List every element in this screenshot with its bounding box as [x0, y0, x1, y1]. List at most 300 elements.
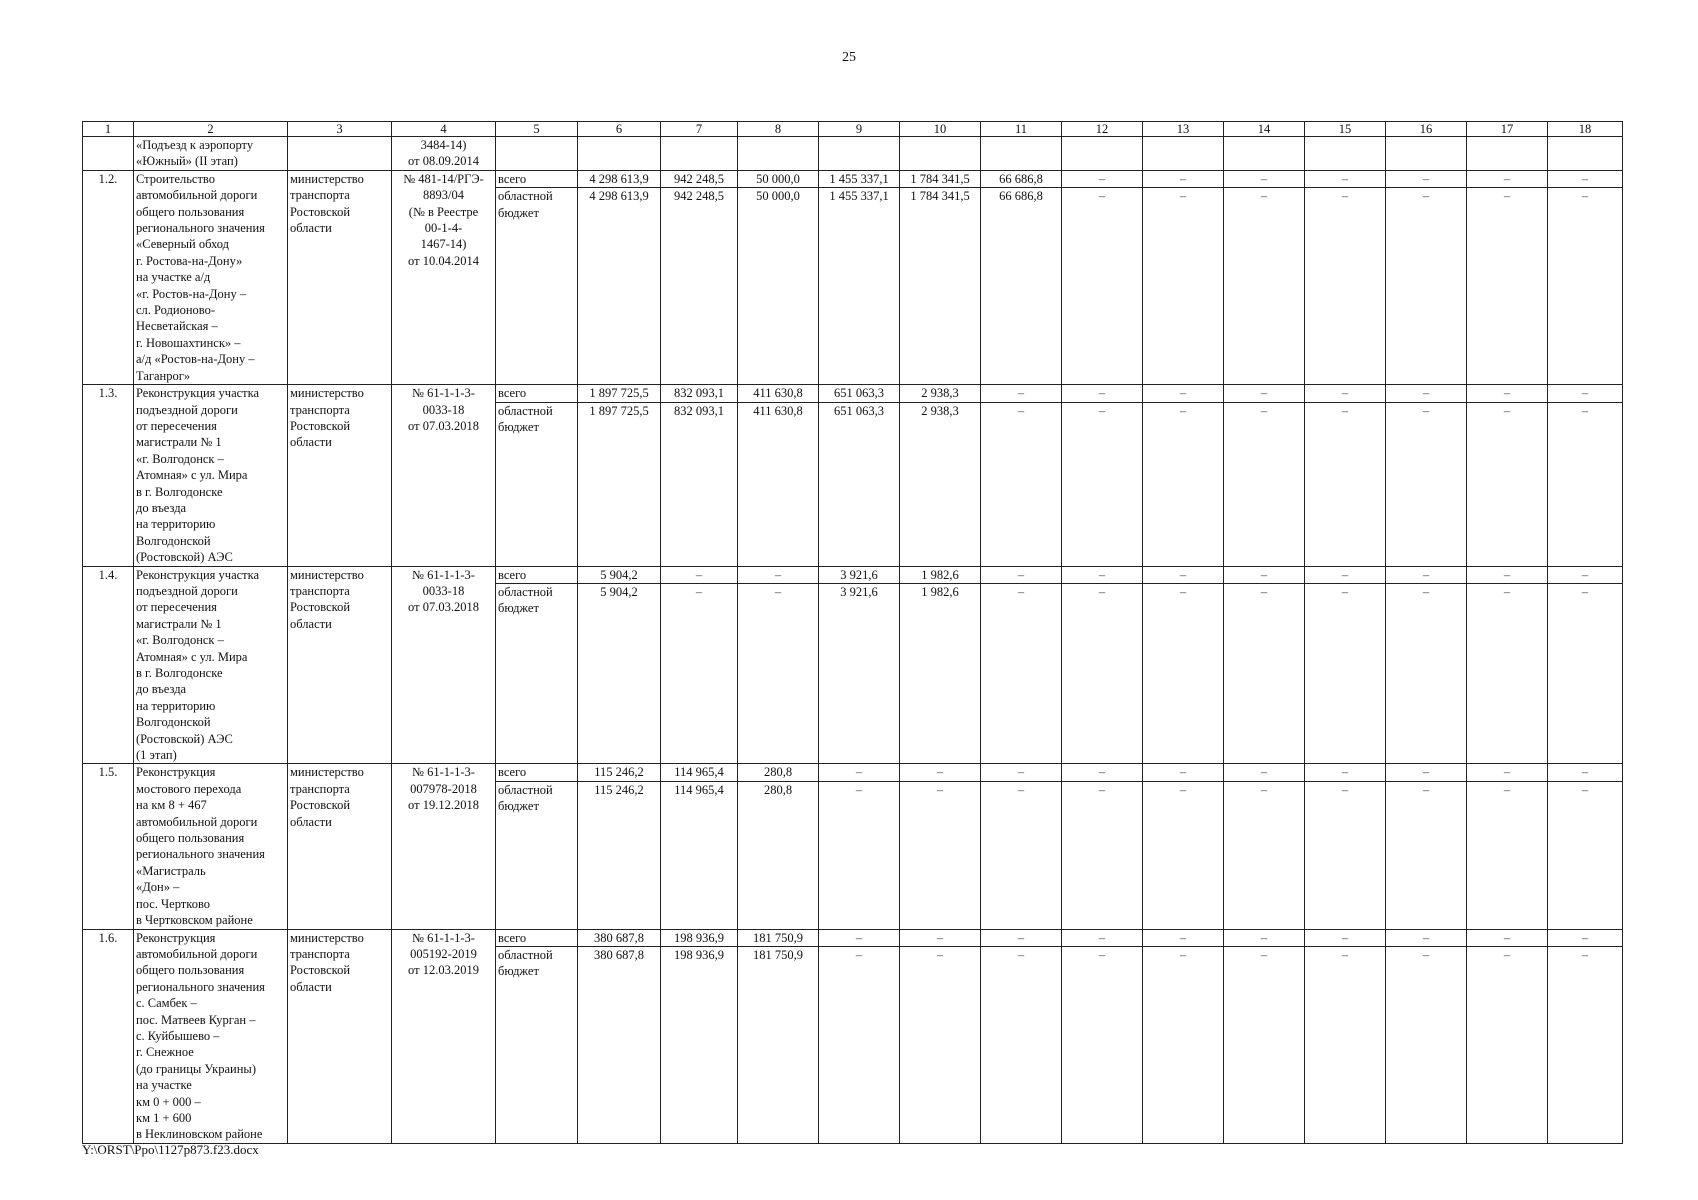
object-name-cell-line: Несветайская –: [136, 319, 218, 334]
object-name-cell-line: «Магистраль: [136, 863, 206, 878]
value-cell: –: [1386, 929, 1467, 946]
object-name-cell-line: регионального значения: [136, 847, 265, 862]
object-name-cell-line: Строительство: [136, 171, 216, 186]
value-cell: –: [1305, 566, 1386, 583]
column-header: 14: [1224, 122, 1305, 137]
object-name-cell: [134, 170, 288, 384]
column-header: 12: [1062, 122, 1143, 137]
document-cell-line: 007978-2018: [410, 781, 477, 796]
value-cell: –: [1143, 385, 1224, 402]
funding-source-cell: [496, 170, 578, 187]
value-cell: 651 063,3: [819, 402, 900, 566]
column-header: 13: [1143, 122, 1224, 137]
funding-source-cell: [496, 402, 578, 566]
value-cell: [578, 137, 661, 171]
object-name-cell-line: от пересечения: [136, 418, 217, 433]
executor-cell-line: транспорта: [290, 402, 350, 417]
value-cell: [1548, 137, 1623, 171]
column-header: 15: [1305, 122, 1386, 137]
value-cell: 942 248,5: [661, 170, 738, 187]
value-cell: –: [1548, 946, 1623, 1143]
value-cell: 280,8: [738, 764, 819, 781]
executor-cell-line: транспорта: [290, 188, 350, 203]
value-cell: –: [900, 781, 981, 929]
value-cell: –: [1062, 566, 1143, 583]
value-cell: [1224, 137, 1305, 171]
table-row: [83, 170, 1623, 187]
value-cell: –: [1305, 946, 1386, 1143]
value-cell: –: [1143, 170, 1224, 187]
value-cell: 50 000,0: [738, 188, 819, 385]
row-number-cell: 1.2.: [83, 170, 134, 384]
value-cell: –: [1548, 385, 1623, 402]
value-cell: –: [1386, 402, 1467, 566]
continuation-row: [83, 137, 1623, 171]
funding-source-cell-line: областной: [498, 584, 553, 599]
object-name-cell-line: автомобильной дороги: [136, 188, 258, 203]
value-cell: –: [738, 583, 819, 763]
value-cell: 1 784 341,5: [900, 170, 981, 187]
value-cell: –: [900, 929, 981, 946]
value-cell: –: [1143, 764, 1224, 781]
value-cell: –: [1224, 170, 1305, 187]
object-name-cell: [134, 566, 288, 764]
document-cell-line: 3484-14): [420, 138, 467, 152]
object-name-cell-line: в Неклиновском районе: [136, 1127, 263, 1142]
value-cell: 114 965,4: [661, 781, 738, 929]
funding-source-cell: [496, 929, 578, 946]
value-cell: –: [1062, 583, 1143, 763]
value-cell: –: [1305, 170, 1386, 187]
value-cell: 942 248,5: [661, 188, 738, 385]
document-cell: [392, 566, 496, 764]
table-row: [83, 929, 1623, 946]
object-name-cell-line: в Чертковском районе: [136, 913, 253, 928]
value-cell: 66 686,8: [981, 188, 1062, 385]
value-cell: –: [1143, 929, 1224, 946]
object-name-cell-line: Атомная» с ул. Мира: [136, 468, 248, 483]
object-name-cell-line: «г. Волгодонск –: [136, 451, 224, 466]
value-cell: –: [1224, 929, 1305, 946]
value-cell: –: [1386, 566, 1467, 583]
value-cell: –: [1467, 385, 1548, 402]
value-cell: –: [1467, 764, 1548, 781]
document-cell-line: от 07.03.2018: [408, 418, 479, 433]
value-cell: 114 965,4: [661, 764, 738, 781]
value-cell: –: [1062, 946, 1143, 1143]
value-cell: –: [1062, 170, 1143, 187]
object-name-cell-line: км 0 + 000 –: [136, 1094, 201, 1109]
value-cell: 1 982,6: [900, 583, 981, 763]
object-name-cell-line: «г. Волгодонск –: [136, 633, 224, 648]
column-header: 8: [738, 122, 819, 137]
document-cell-line: от 10.04.2014: [408, 253, 479, 268]
object-name-cell: [134, 929, 288, 1143]
value-cell: –: [1467, 781, 1548, 929]
document-cell: [392, 137, 496, 171]
value-cell: –: [1467, 188, 1548, 385]
object-name-cell-line: общего пользования: [136, 831, 245, 846]
value-cell: –: [1467, 929, 1548, 946]
funding-source-cell: [496, 566, 578, 583]
funding-source-cell-line: бюджет: [498, 964, 539, 979]
document-cell-line: 00-1-4-: [424, 221, 463, 236]
budget-table-container: [82, 121, 1622, 1144]
value-cell: –: [1062, 188, 1143, 385]
object-name-cell-line: на участке: [136, 1078, 192, 1093]
object-name-cell-line: регионального значения: [136, 221, 265, 236]
value-cell: –: [1386, 188, 1467, 385]
funding-source-cell-line: всего: [498, 930, 527, 945]
value-cell: 651 063,3: [819, 385, 900, 402]
value-cell: 198 936,9: [661, 929, 738, 946]
object-name-cell-line: «Подъезд к аэропорту: [136, 138, 254, 152]
object-name-cell-line: до въезда: [136, 682, 187, 697]
page-number: 25: [842, 50, 856, 65]
object-name-cell-line: с. Куйбышево –: [136, 1028, 220, 1043]
document-cell: [392, 170, 496, 384]
executor-cell-line: транспорта: [290, 583, 350, 598]
object-name-cell-line: Волгодонской: [136, 715, 211, 730]
value-cell: –: [1386, 781, 1467, 929]
executor-cell: [288, 385, 392, 566]
object-name-cell-line: регионального значения: [136, 979, 265, 994]
document-cell-line: 1467-14): [420, 237, 467, 252]
funding-source-cell-line: бюджет: [498, 205, 539, 220]
column-header-row: [83, 122, 1623, 137]
value-cell: –: [981, 764, 1062, 781]
value-cell: [1467, 137, 1548, 171]
object-name-cell-line: Таганрог»: [136, 368, 191, 383]
column-header: 5: [496, 122, 578, 137]
object-name-cell-line: в г. Волгодонске: [136, 666, 223, 680]
funding-source-cell-line: всего: [498, 386, 527, 401]
object-name-cell: [134, 137, 288, 171]
object-name-cell-line: подъездной дороги: [136, 583, 238, 598]
row-number-cell: [83, 137, 134, 171]
document-cell-line: № 61-1-1-3-: [412, 386, 475, 401]
value-cell: –: [1305, 583, 1386, 763]
value-cell: –: [1224, 781, 1305, 929]
value-cell: –: [1467, 170, 1548, 187]
value-cell: 832 093,1: [661, 385, 738, 402]
value-cell: [1062, 137, 1143, 171]
value-cell: –: [1467, 583, 1548, 763]
value-cell: –: [1224, 946, 1305, 1143]
value-cell: –: [1062, 402, 1143, 566]
value-cell: –: [981, 946, 1062, 1143]
value-cell: 1 455 337,1: [819, 170, 900, 187]
executor-cell: [288, 764, 392, 929]
value-cell: 115 246,2: [578, 781, 661, 929]
document-cell-line: от 19.12.2018: [408, 798, 479, 813]
funding-source-cell: [496, 385, 578, 402]
table-body: [83, 122, 1623, 1144]
document-cell-line: 005192-2019: [410, 946, 477, 961]
funding-source-cell-line: областной: [498, 782, 553, 797]
column-header: 2: [134, 122, 288, 137]
funding-source-cell-line: бюджет: [498, 419, 539, 434]
column-header: 11: [981, 122, 1062, 137]
value-cell: –: [1386, 583, 1467, 763]
value-cell: –: [1548, 170, 1623, 187]
value-cell: 5 904,2: [578, 583, 661, 763]
object-name-cell-line: общего пользования: [136, 963, 245, 978]
funding-source-cell-line: областной: [498, 189, 553, 204]
executor-cell-line: Ростовской: [290, 204, 351, 219]
executor-cell-line: транспорта: [290, 946, 350, 961]
executor-cell-line: министерство: [290, 171, 364, 186]
executor-cell-line: Ростовской: [290, 600, 351, 615]
value-cell: 3 921,6: [819, 566, 900, 583]
column-header: 16: [1386, 122, 1467, 137]
value-cell: –: [1305, 764, 1386, 781]
value-cell: –: [1386, 170, 1467, 187]
object-name-cell-line: магистрали № 1: [136, 435, 222, 450]
value-cell: 4 298 613,9: [578, 188, 661, 385]
value-cell: –: [1224, 566, 1305, 583]
table-row: [83, 764, 1623, 781]
value-cell: [1305, 137, 1386, 171]
value-cell: 3 921,6: [819, 583, 900, 763]
column-header: 10: [900, 122, 981, 137]
value-cell: 380 687,8: [578, 929, 661, 946]
value-cell: 181 750,9: [738, 929, 819, 946]
column-header: 3: [288, 122, 392, 137]
object-name-cell-line: «Южный» (II этап): [136, 154, 238, 169]
value-cell: 1 982,6: [900, 566, 981, 583]
object-name-cell: [134, 385, 288, 566]
document-cell-line: 0033-18: [422, 583, 465, 598]
object-name-cell-line: на территорию: [136, 698, 216, 713]
object-name-cell-line: Реконструкция: [136, 930, 216, 945]
value-cell: [661, 137, 738, 171]
value-cell: –: [981, 781, 1062, 929]
value-cell: –: [1224, 385, 1305, 402]
object-name-cell-line: автомобильной дороги: [136, 814, 258, 829]
funding-source-cell-line: бюджет: [498, 799, 539, 814]
table-row: [83, 385, 1623, 402]
object-name-cell-line: на км 8 + 467: [136, 798, 207, 813]
document-cell-line: № 61-1-1-3-: [412, 567, 475, 582]
funding-source-cell-line: бюджет: [498, 601, 539, 616]
funding-source-cell-line: областной: [498, 403, 553, 418]
value-cell: –: [981, 385, 1062, 402]
column-header: 9: [819, 122, 900, 137]
row-number-cell: 1.6.: [83, 929, 134, 1143]
value-cell: –: [1062, 764, 1143, 781]
executor-cell-line: министерство: [290, 765, 364, 780]
executor-cell-line: области: [290, 814, 332, 829]
value-cell: 5 904,2: [578, 566, 661, 583]
object-name-cell-line: в г. Волгодонске: [136, 484, 223, 499]
object-name-cell-line: «Дон» –: [136, 880, 180, 895]
value-cell: –: [981, 929, 1062, 946]
value-cell: –: [1143, 781, 1224, 929]
object-name-cell-line: автомобильной дороги: [136, 946, 258, 961]
value-cell: –: [1548, 929, 1623, 946]
value-cell: –: [1062, 929, 1143, 946]
funding-source-cell: [496, 946, 578, 1143]
value-cell: –: [981, 566, 1062, 583]
value-cell: –: [1224, 764, 1305, 781]
value-cell: 2 938,3: [900, 385, 981, 402]
value-cell: –: [819, 946, 900, 1143]
object-name-cell-line: «г. Ростов-на-Дону –: [136, 286, 247, 301]
value-cell: –: [1548, 583, 1623, 763]
executor-cell: [288, 929, 392, 1143]
document-cell: [392, 929, 496, 1143]
executor-cell: [288, 566, 392, 764]
value-cell: 1 897 725,5: [578, 385, 661, 402]
value-cell: –: [981, 402, 1062, 566]
funding-source-cell-line: всего: [498, 567, 527, 582]
value-cell: –: [1467, 402, 1548, 566]
footer-file-path: Y:\ORST\Ppo\1127p873.f23.docx: [82, 1142, 259, 1157]
executor-cell-line: министерство: [290, 567, 364, 582]
document-cell-line: от 08.09.2014: [408, 154, 479, 169]
document-cell-line: 8893/04: [423, 188, 464, 203]
object-name-cell-line: км 1 + 600: [136, 1110, 192, 1125]
table-row: [83, 566, 1623, 583]
row-number-cell: 1.5.: [83, 764, 134, 929]
object-name-cell-line: Волгодонской: [136, 533, 211, 548]
object-name-cell-line: Реконструкция: [136, 765, 216, 780]
value-cell: –: [900, 764, 981, 781]
value-cell: 1 455 337,1: [819, 188, 900, 385]
object-name-cell-line: а/д «Ростов-на-Дону –: [136, 352, 255, 367]
value-cell: [738, 137, 819, 171]
value-cell: [1386, 137, 1467, 171]
value-cell: –: [1548, 188, 1623, 385]
value-cell: [819, 137, 900, 171]
value-cell: –: [1386, 385, 1467, 402]
value-cell: –: [1305, 188, 1386, 385]
column-header: 18: [1548, 122, 1623, 137]
executor-cell-line: области: [290, 616, 332, 631]
object-name-cell-line: мостового перехода: [136, 781, 242, 796]
value-cell: –: [1062, 385, 1143, 402]
funding-source-cell-line: всего: [498, 171, 527, 186]
executor-cell-line: Ростовской: [290, 418, 351, 433]
object-name-cell-line: (Ростовской) АЭС: [136, 550, 233, 565]
value-cell: –: [1548, 566, 1623, 583]
document-cell: [392, 764, 496, 929]
value-cell: –: [1143, 946, 1224, 1143]
value-cell: 66 686,8: [981, 170, 1062, 187]
object-name-cell-line: «Северный обход: [136, 237, 229, 252]
document-cell-line: от 12.03.2019: [408, 963, 479, 978]
object-name-cell-line: на территорию: [136, 517, 216, 532]
value-cell: –: [1062, 781, 1143, 929]
column-header: 17: [1467, 122, 1548, 137]
row-number-cell: 1.4.: [83, 566, 134, 764]
object-name-cell-line: (1 этап): [136, 748, 177, 763]
value-cell: –: [1305, 385, 1386, 402]
document-cell: [392, 385, 496, 566]
document-cell-line: (№ в Реестре: [408, 204, 479, 219]
value-cell: –: [738, 566, 819, 583]
value-cell: 280,8: [738, 781, 819, 929]
executor-cell-line: Ростовской: [290, 798, 351, 813]
value-cell: 411 630,8: [738, 385, 819, 402]
value-cell: 2 938,3: [900, 402, 981, 566]
object-name-cell: [134, 764, 288, 929]
value-cell: –: [1305, 402, 1386, 566]
document-cell-line: 0033-18: [422, 402, 465, 417]
object-name-cell-line: с. Самбек –: [136, 996, 197, 1011]
object-name-cell-line: магистрали № 1: [136, 616, 222, 631]
value-cell: –: [1467, 946, 1548, 1143]
funding-source-cell: [496, 188, 578, 385]
value-cell: [496, 137, 578, 171]
value-cell: –: [1224, 188, 1305, 385]
object-name-cell-line: (Ростовской) АЭС: [136, 731, 233, 746]
value-cell: 832 093,1: [661, 402, 738, 566]
object-name-cell-line: (до границы Украины): [136, 1061, 256, 1076]
value-cell: 380 687,8: [578, 946, 661, 1143]
value-cell: –: [1143, 583, 1224, 763]
value-cell: –: [819, 929, 900, 946]
value-cell: 4 298 613,9: [578, 170, 661, 187]
value-cell: 50 000,0: [738, 170, 819, 187]
value-cell: –: [1548, 781, 1623, 929]
document-cell-line: № 61-1-1-3-: [412, 930, 475, 945]
executor-cell-line: Ростовской: [290, 963, 351, 978]
object-name-cell-line: подъездной дороги: [136, 402, 238, 417]
object-name-cell-line: пос. Чертково: [136, 896, 211, 911]
funding-source-cell-line: всего: [498, 765, 527, 780]
value-cell: 1 897 725,5: [578, 402, 661, 566]
executor-cell: [288, 137, 392, 171]
value-cell: –: [1305, 781, 1386, 929]
value-cell: –: [819, 764, 900, 781]
object-name-cell-line: общего пользования: [136, 204, 245, 219]
value-cell: –: [1386, 764, 1467, 781]
value-cell: –: [1143, 566, 1224, 583]
value-cell: –: [819, 781, 900, 929]
column-header: 6: [578, 122, 661, 137]
value-cell: –: [661, 583, 738, 763]
value-cell: –: [981, 583, 1062, 763]
value-cell: –: [1467, 566, 1548, 583]
object-name-cell-line: сл. Родионово-: [136, 303, 216, 318]
value-cell: [981, 137, 1062, 171]
executor-cell-line: министерство: [290, 930, 364, 945]
object-name-cell-line: от пересечения: [136, 600, 217, 615]
object-name-cell-line: Реконструкция участка: [136, 567, 260, 582]
value-cell: –: [1224, 583, 1305, 763]
value-cell: [900, 137, 981, 171]
executor-cell: [288, 170, 392, 384]
value-cell: –: [1548, 402, 1623, 566]
value-cell: –: [1548, 764, 1623, 781]
object-name-cell-line: г. Ростова-на-Дону»: [136, 253, 243, 268]
funding-source-cell: [496, 764, 578, 781]
object-name-cell-line: Реконструкция участка: [136, 386, 260, 401]
value-cell: –: [1386, 946, 1467, 1143]
object-name-cell-line: г. Новошахтинск» –: [136, 335, 241, 350]
budget-table: [82, 121, 1623, 1144]
column-header: 1: [83, 122, 134, 137]
value-cell: 115 246,2: [578, 764, 661, 781]
value-cell: –: [1143, 402, 1224, 566]
value-cell: –: [1143, 188, 1224, 385]
funding-source-cell: [496, 583, 578, 763]
document-cell-line: № 61-1-1-3-: [412, 765, 475, 780]
row-number-cell: 1.3.: [83, 385, 134, 566]
value-cell: 181 750,9: [738, 946, 819, 1143]
